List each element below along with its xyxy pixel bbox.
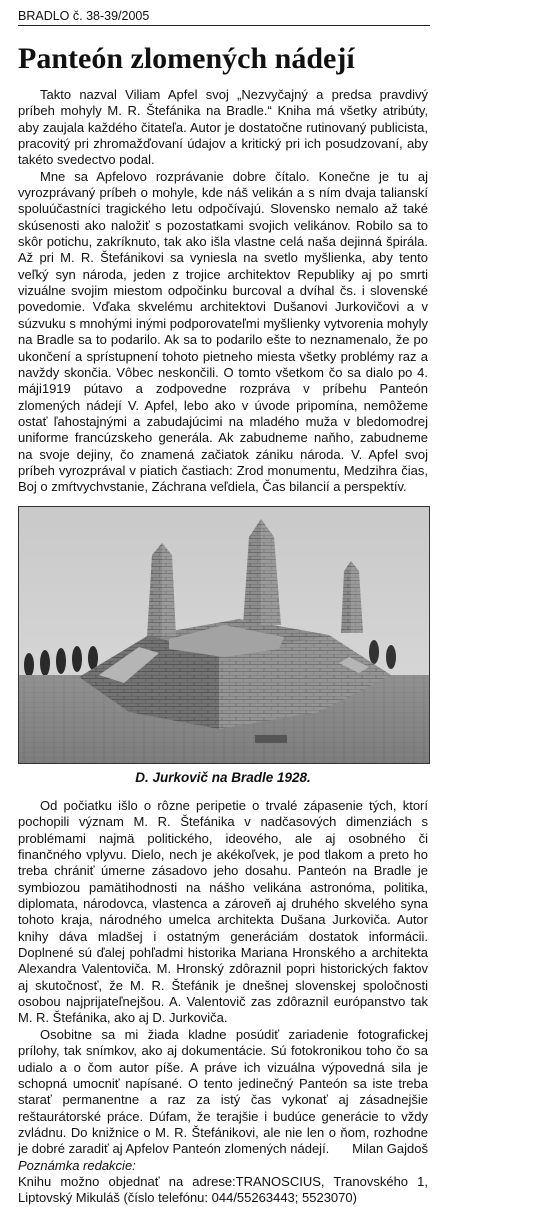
bradlo-mound-image <box>19 507 429 763</box>
issue-header: BRADLO č. 38-39/2005 <box>18 9 430 26</box>
paragraph-text: Osobitne sa mi žiada kladne posúdiť zariadenie fotografickej prílohy, tak snímkov, ako aj dokumentácie. Sú fotokronikou toho čo sa udialo a o čom autor píše. A práve ich vizuálna výpovedná sila je schopná umocniť napísané. O tento jedinečný Panteón sa iste treba starať permanentne a raz za istý čas vykonať aj zásadnejšie reštaurátorské práce. Dúfam, že terajšie i budúce generácie to vždy zvládnu. Do knižnice o M. R. Štefánikovi, ale nie len o ňom, rozhodne je dobré zaradiť aj Apfelov Panteón zlomených nádejí. <box>18 1026 428 1157</box>
article-title: Panteón zlomených nádejí <box>18 42 355 75</box>
photo-caption: D. Jurkovič na Bradle 1928. <box>135 770 311 785</box>
editorial-note-heading: Poznámka redakcie: <box>18 1157 136 1173</box>
mound-photo <box>18 506 430 764</box>
article-body-bottom <box>18 798 428 1207</box>
paragraph: Mne sa Apfelovo rozprávanie dobre čítalo. Konečne je tu aj vyrozprávaný príbeh o mohyle, kde náš velikán a s ním dvaja talianskí spoluúčastníci tragického letu odpočívajú. Slovensko nemalo až také skúsenosti ako naložiť s pozostatkami svojich velikánov. Robilo sa to skôr potichu, zakríknuto, tak ako išla vlastne celá naša dejinná špirála. Až pri M. R. Štefánikovi sa vyniesla na svetlo myšlienka, aby tento veľký syn národa, jeden z trojice architektov Republiky aj po smrti vizuálne svojim miestom odpočinku burcoval a dvíhal čs. i slovenské povedomie. Vďaka skvelému architektovi Dušanovi Jurkovičovi a v súzvuku s mnohými inými podporovateľmi myšlienky vytvorenia mohyly na Bradle sa to podarilo. Ak sa to podarilo ešte to neznamenalo, že po ukončení a sprístupnení tohoto pietneho miesta všetky problémy raz a navždy skončia. Vôbec neskončili. O tomto všetkom čo sa dialo po 4. máji1919 pútavo a zodpovedne rozpráva v príbehu Panteón zlomených nádejí V. Apfel, lebo ako v úvode pripomína, nemôžeme ostať ľahostajnými a zabudajúcimi na mladého muža v bledomodrej uniforme francúzskeho generála. Ak zabudneme naňho, zabudneme na svoje dejiny, čo znamená začiatok zániku národa. V. Apfel svoj príbeh vyrozprával v piatich častiach: Zrod monumentu, Medzihra čias, Boj o zmŕtvychvstanie, Záchrana veľdiela, Čas bilancií a perspektív. <box>18 168 428 495</box>
author-signature: Milan Gajdoš <box>352 1141 428 1157</box>
article-body-top <box>18 87 428 496</box>
paragraph <box>18 1027 428 1158</box>
paragraph: Od počiatku išlo o rôzne peripetie o trvalé zápasenie tých, ktorí pochopili význam M. R. Štefánika v nadčasových dimenziách s problémami najmä politického, ideového, ale aj osobného či finančného vplyvu. Dielo, nech je akékoľvek, je pod tlakom a preto ho treba chrániť úmerne zásadovo jeho dosahu. Panteón na Bradle je symbiozou pamätihodnosti na nášho velikána astronóma, politika, diplomata, národovca, vlastenca a zároveň aj druhého skvelého syna tohoto kraja, národného umelca architekta Dušana Jurkoviča. Autor knihy dáva mladšej i ostatným generáciám dostatok informácii. Doplnené sú ďalej pohľadmi historika Mariana Hronského a architekta Alexandra Valentoviča. M. Hronský zdôraznil popri historických faktov aj skutočnosť, že M. R. Štefánik je dnešnej slovenskej spoločnosti osobou najprijateľnejšou. A. Valentovič zas zdôraznil európanstvo tak M. R. Štefánika, ako aj D. Jurkoviča. <box>18 798 428 1026</box>
paragraph: Takto nazval Viliam Apfel svoj „Nezvyčajný a predsa pravdivý príbeh mohyly M. R. Štefánika na Bradle.“ Kniha má všetky atribúty, aby zaujala každého čitateľa. Autor je dostatočne rutinovaný publicista, pracovitý pri zhromažďovaní údajov a kritický pri ich posudzovaní, aby takéto svedectvo podal. <box>18 87 428 168</box>
editorial-note: Knihu možno objednať na adrese:TRANOSCIUS, Tranovského 1, Liptovský Mikuláš (číslo telefónu: 044/55263443; 5523070) <box>18 1173 428 1206</box>
